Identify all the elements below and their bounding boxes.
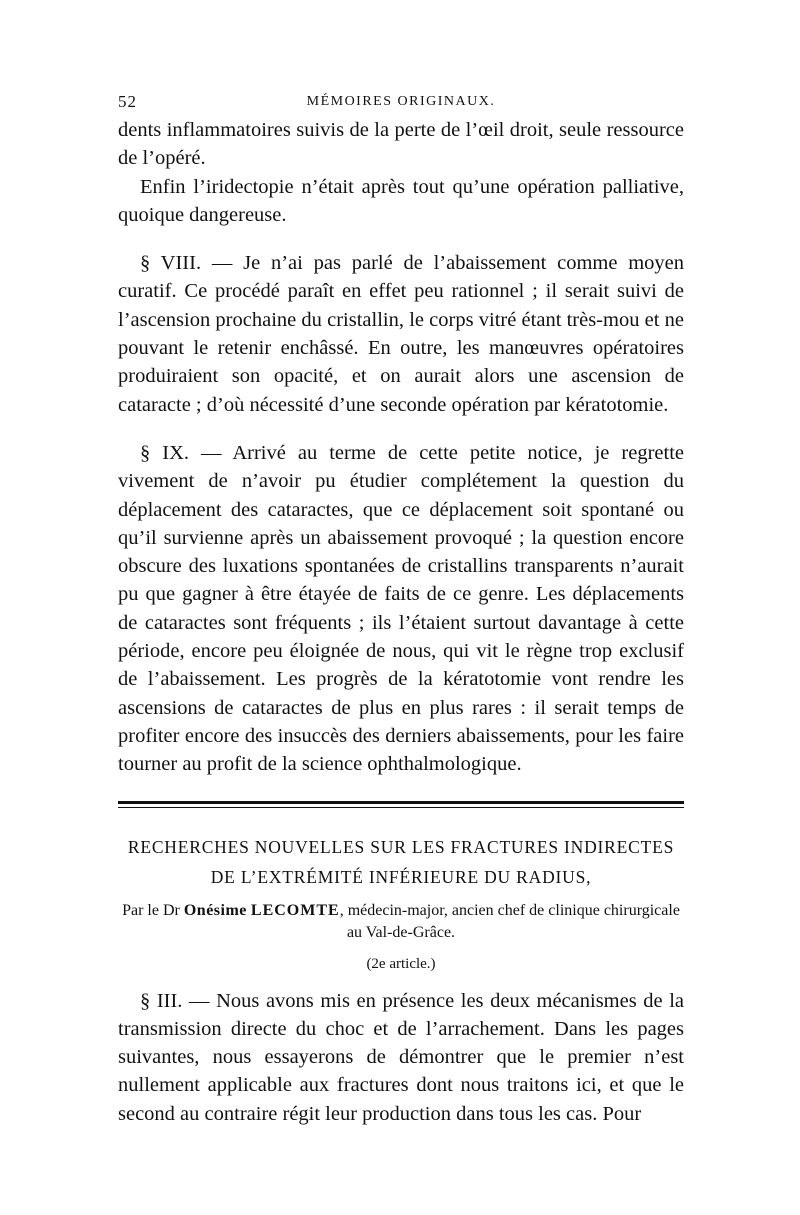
byline-suffix: , médecin-major, ancien chef de clinique chirurgicale au Val-de-Grâce. <box>339 901 680 941</box>
running-header <box>118 92 684 116</box>
article-part-note: (2e article.) <box>366 955 436 972</box>
article-separator <box>118 801 684 808</box>
byline-prefix: Par le Dr <box>122 901 184 919</box>
separator-thick-rule <box>118 801 684 804</box>
paragraph-section-ix <box>118 439 684 779</box>
section-label-iii: § III. <box>140 989 183 1012</box>
paragraph-section-iii <box>118 987 684 1128</box>
separator-thin-rule <box>118 807 684 808</box>
section-ix-text: — Arrivé au terme de cette petite notice, je regrette vivement de n’avoir pu étudier complétement la question du déplacement des cataractes, que ce déplacement soit spontané ou qu’il survienne après un abaissement provoqué ; la question encore obscure des luxations spontanées de cristallins transparents n’aurait pu que gagner à être étayée de faits de ce genre. Les déplacements de cataractes sont fréquents ; ils l’étaient surtout davantage à cette période, encore peu éloignée de nous, qui vit le règne trop exclusif de l’abaissement. Les progrès de la kératotomie vont rendre les ascensions de cataractes de plus en plus rares : il serait temps de profiter encore des insuccès des derniers abaissements, pour les faire tourner au profit de la science ophthalmologique. <box>118 441 684 776</box>
article-title-line-2: DE L’EXTRÉMITÉ INFÉRIEURE DU RADIUS, <box>210 866 592 887</box>
document-page <box>118 92 684 1128</box>
paragraph-continuation: dents inflammatoires suivis de la perte de l’œil droit, seule ressource de l’opéré. <box>118 119 684 170</box>
section-label-viii: § VIII. <box>140 252 202 275</box>
section-viii-text: — Je n’ai pas parlé de l’abaissement comme moyen curatif. Ce procédé paraît en effet peu rationnel ; il serait suivi de l’ascension prochaine du cristallin, le corps vitré étant très-mou et ne pouvant le retenir enchâssé. En outre, les manœuvres opératoires produiraient son opacité, et on aurait alors une ascension de cataracte ; d’où nécessité d’une seconde opération par kératotomie. <box>118 252 685 416</box>
article-title <box>118 832 684 892</box>
article-title-line-1: RECHERCHES NOUVELLES SUR LES FRACTURES INDIRECTES <box>127 836 675 857</box>
author-first-name: Onésime <box>183 901 247 919</box>
author-last-name: LECOMTE <box>250 901 340 919</box>
running-title: MÉMOIRES ORIGINAUX. <box>306 94 496 109</box>
paragraph-section-viii <box>118 249 684 419</box>
paragraph-iridectopie: Enfin l’iridectopie n’était après tout qu’une opération palliative, quoique dangereuse. <box>118 175 684 226</box>
section-label-ix: § IX. <box>140 441 189 464</box>
article-byline <box>118 900 684 944</box>
page-number: 52 <box>118 92 137 111</box>
section-iii-text: — Nous avons mis en présence les deux mécanismes de la transmission directe du choc et de l’arrachement. Dans les pages suivantes, nous essayerons de démontrer que le premier n’est nullement applicable aux fractures dont nous traitons ici, et que le second au contraire régit leur production dans tous les cas. Pour <box>118 989 684 1125</box>
